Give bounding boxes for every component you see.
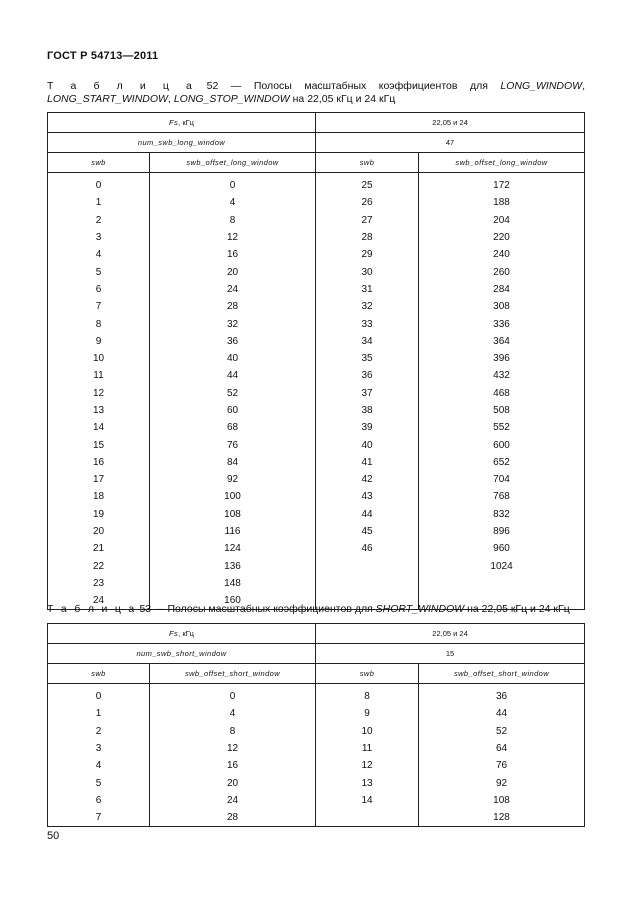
caption-window-name: LONG_WINDOW [500, 80, 583, 92]
cell-swb: 23 [48, 575, 150, 592]
caption-window-name: SHORT_WINDOW [375, 603, 465, 615]
cell-offset: 84 [150, 454, 316, 471]
table-row [48, 385, 585, 402]
cell-swb: 35 [316, 350, 419, 367]
table-52 [47, 112, 585, 610]
table-row [48, 488, 585, 505]
caption-text: — Полосы масштабных коэффициентов для [151, 603, 376, 615]
cell-swb: 17 [48, 471, 150, 488]
cell-swb: 24 [48, 592, 150, 610]
cell-swb: 27 [316, 212, 419, 229]
cell-swb: 3 [48, 229, 150, 246]
cell-offset: 12 [150, 740, 316, 757]
cell-swb: 30 [316, 263, 419, 280]
table-row [48, 173, 585, 195]
table-label: Т а б л и ц а [47, 603, 137, 615]
cell-offset: 0 [150, 684, 316, 706]
cell-offset: 0 [150, 173, 316, 195]
cell-swb: 14 [48, 419, 150, 436]
table-row [48, 558, 585, 575]
cell-swb: 0 [48, 173, 150, 195]
table-row [48, 263, 585, 280]
cell-swb: 9 [316, 705, 419, 722]
cell-offset: 44 [150, 367, 316, 384]
cell-offset: 52 [150, 385, 316, 402]
cell-swb: 8 [316, 684, 419, 706]
cell-swb: 36 [316, 367, 419, 384]
cell-offset: 508 [419, 402, 585, 419]
cell-swb: 25 [316, 173, 419, 195]
cell-offset: 188 [419, 194, 585, 211]
cell-swb: 32 [316, 298, 419, 315]
table-row [48, 471, 585, 488]
cell-offset: 220 [419, 229, 585, 246]
cell-swb: 11 [48, 367, 150, 384]
cell-swb: 37 [316, 385, 419, 402]
col-header-swb [316, 664, 419, 684]
table-row [48, 367, 585, 384]
cell-offset: 204 [419, 212, 585, 229]
col-header-offset [419, 664, 585, 684]
fs-header [48, 624, 316, 644]
col-header-offset [150, 664, 316, 684]
col-header-text: swb [359, 158, 375, 167]
fs-label: Fs [169, 629, 179, 638]
cell-swb: 38 [316, 402, 419, 419]
table-52-caption [47, 80, 585, 106]
fs-label: Fs [169, 118, 179, 127]
col-header-text: swb_offset_long_window [186, 158, 279, 167]
col-header-text: swb [91, 158, 106, 167]
cell-swb: 43 [316, 488, 419, 505]
cell-offset: 76 [419, 757, 585, 774]
table-number: 52 [206, 80, 219, 92]
col-header-text: swb_offset_short_window [184, 669, 281, 678]
cell-swb: 41 [316, 454, 419, 471]
cell-offset: 124 [150, 540, 316, 557]
cell-offset: 4 [150, 194, 316, 211]
cell-swb: 40 [316, 436, 419, 453]
cell-swb: 7 [48, 298, 150, 315]
cell-offset: 28 [150, 298, 316, 315]
table-row [48, 506, 585, 523]
cell-offset: 768 [419, 488, 585, 505]
num-swb-label: num_swb_long_window [137, 138, 226, 147]
cell-offset: 108 [150, 506, 316, 523]
table-row [48, 419, 585, 436]
table-row [48, 454, 585, 471]
table-row [48, 575, 585, 592]
cell-offset: 100 [150, 488, 316, 505]
table-row [48, 315, 585, 332]
cell-swb: 33 [316, 315, 419, 332]
cell-swb: 13 [316, 774, 419, 791]
table-row [48, 684, 585, 706]
cell-offset: 4 [150, 705, 316, 722]
cell-swb: 22 [48, 558, 150, 575]
cell-swb [316, 575, 419, 592]
cell-offset: 1024 [419, 558, 585, 575]
table-row [48, 281, 585, 298]
cell-offset: 172 [419, 173, 585, 195]
cell-swb: 4 [48, 246, 150, 263]
cell-swb: 12 [316, 757, 419, 774]
cell-offset: 116 [150, 523, 316, 540]
caption-text: на 22,05 кГц и 24 кГц [289, 93, 396, 105]
table-52-body [48, 173, 585, 610]
fs-header [48, 113, 316, 133]
num-swb-header [48, 644, 316, 664]
caption-window-name: LONG_START_WINDOW [47, 93, 168, 105]
col-header-offset [419, 153, 585, 173]
cell-offset: 68 [150, 419, 316, 436]
fs-unit: , кГц [178, 629, 194, 638]
caption-separator: , [167, 93, 171, 105]
cell-swb: 9 [48, 333, 150, 350]
cell-offset: 108 [419, 792, 585, 809]
cell-swb: 5 [48, 263, 150, 280]
table-row [48, 540, 585, 557]
cell-offset: 16 [150, 246, 316, 263]
cell-swb [316, 558, 419, 575]
cell-swb: 10 [316, 723, 419, 740]
cell-swb: 5 [48, 774, 150, 791]
table-row [48, 705, 585, 722]
cell-swb: 3 [48, 740, 150, 757]
table-row [48, 212, 585, 229]
cell-offset: 76 [150, 436, 316, 453]
cell-offset: 284 [419, 281, 585, 298]
cell-offset: 960 [419, 540, 585, 557]
cell-swb: 15 [48, 436, 150, 453]
cell-swb: 13 [48, 402, 150, 419]
cell-swb: 20 [48, 523, 150, 540]
cell-swb: 45 [316, 523, 419, 540]
cell-swb: 10 [48, 350, 150, 367]
table-row [48, 402, 585, 419]
cell-swb: 12 [48, 385, 150, 402]
table-row [48, 792, 585, 809]
table-row [48, 333, 585, 350]
table-row [48, 774, 585, 791]
cell-offset: 60 [150, 402, 316, 419]
table-53-body [48, 684, 585, 827]
cell-swb: 7 [48, 809, 150, 827]
cell-swb: 1 [48, 705, 150, 722]
cell-swb: 6 [48, 281, 150, 298]
table-row [48, 246, 585, 263]
col-header-swb [48, 664, 150, 684]
col-header-offset [150, 153, 316, 173]
cell-swb: 14 [316, 792, 419, 809]
cell-offset: 32 [150, 315, 316, 332]
caption-separator: , [582, 80, 585, 92]
cell-swb: 4 [48, 757, 150, 774]
cell-offset: 64 [419, 740, 585, 757]
cell-swb: 44 [316, 506, 419, 523]
cell-offset: 24 [150, 281, 316, 298]
cell-swb: 29 [316, 246, 419, 263]
cell-swb: 18 [48, 488, 150, 505]
cell-offset: 136 [150, 558, 316, 575]
cell-offset: 240 [419, 246, 585, 263]
caption-text: — Полосы масштабных коэффициентов для [218, 80, 501, 92]
cell-swb [316, 809, 419, 827]
cell-offset: 600 [419, 436, 585, 453]
cell-offset: 28 [150, 809, 316, 827]
cell-offset: 336 [419, 315, 585, 332]
table-number: 53 [139, 603, 152, 615]
table-row [48, 723, 585, 740]
col-header-text: swb [91, 669, 106, 678]
col-header-swb [48, 153, 150, 173]
cell-swb: 34 [316, 333, 419, 350]
table-53 [47, 623, 585, 827]
cell-offset: 20 [150, 774, 316, 791]
document-header: ГОСТ Р 54713—2011 [47, 50, 159, 62]
fs-value: 22,05 и 24 [316, 113, 585, 133]
col-header-text: swb_offset_short_window [453, 669, 550, 678]
cell-offset [419, 575, 585, 592]
table-row [48, 740, 585, 757]
cell-swb: 28 [316, 229, 419, 246]
cell-swb: 11 [316, 740, 419, 757]
cell-offset: 148 [150, 575, 316, 592]
cell-swb: 19 [48, 506, 150, 523]
cell-offset: 308 [419, 298, 585, 315]
num-swb-value: 47 [316, 133, 585, 153]
cell-offset: 652 [419, 454, 585, 471]
table-row [48, 350, 585, 367]
fs-unit: , кГц [178, 118, 194, 127]
col-header-text: swb_offset_long_window [455, 158, 548, 167]
cell-swb: 6 [48, 792, 150, 809]
cell-offset: 8 [150, 212, 316, 229]
table-label: Т а б л и ц а [47, 80, 195, 92]
fs-value: 22,05 и 24 [316, 624, 585, 644]
cell-swb: 26 [316, 194, 419, 211]
caption-text: на 22,05 кГц и 24 кГц [464, 603, 570, 615]
cell-offset: 704 [419, 471, 585, 488]
table-row [48, 436, 585, 453]
cell-offset: 160 [150, 592, 316, 610]
caption-window-name: LONG_STOP_WINDOW [173, 93, 290, 105]
page-number: 50 [47, 830, 60, 842]
table-row [48, 229, 585, 246]
cell-offset: 44 [419, 705, 585, 722]
cell-swb: 16 [48, 454, 150, 471]
table-row [48, 809, 585, 827]
cell-offset: 52 [419, 723, 585, 740]
col-header-text: swb [359, 669, 375, 678]
cell-offset: 12 [150, 229, 316, 246]
cell-offset: 40 [150, 350, 316, 367]
cell-offset: 36 [419, 684, 585, 706]
cell-offset: 468 [419, 385, 585, 402]
cell-offset: 432 [419, 367, 585, 384]
cell-swb: 8 [48, 315, 150, 332]
cell-offset: 16 [150, 757, 316, 774]
col-header-swb [316, 153, 419, 173]
cell-offset: 20 [150, 263, 316, 280]
cell-offset: 128 [419, 809, 585, 827]
cell-swb: 39 [316, 419, 419, 436]
num-swb-label: num_swb_short_window [136, 649, 227, 658]
cell-offset: 260 [419, 263, 585, 280]
cell-offset: 92 [419, 774, 585, 791]
cell-swb: 46 [316, 540, 419, 557]
table-row [48, 298, 585, 315]
cell-offset: 92 [150, 471, 316, 488]
cell-offset: 36 [150, 333, 316, 350]
cell-swb: 2 [48, 212, 150, 229]
cell-swb: 2 [48, 723, 150, 740]
cell-swb: 21 [48, 540, 150, 557]
cell-offset: 832 [419, 506, 585, 523]
cell-swb: 1 [48, 194, 150, 211]
cell-offset: 364 [419, 333, 585, 350]
cell-swb: 0 [48, 684, 150, 706]
table-row [48, 523, 585, 540]
cell-offset: 396 [419, 350, 585, 367]
cell-offset: 552 [419, 419, 585, 436]
cell-swb: 42 [316, 471, 419, 488]
cell-offset: 8 [150, 723, 316, 740]
num-swb-header [48, 133, 316, 153]
cell-offset: 896 [419, 523, 585, 540]
cell-swb: 31 [316, 281, 419, 298]
num-swb-value: 15 [316, 644, 585, 664]
table-53-caption [47, 603, 585, 616]
table-row [48, 194, 585, 211]
cell-offset: 24 [150, 792, 316, 809]
table-row [48, 757, 585, 774]
